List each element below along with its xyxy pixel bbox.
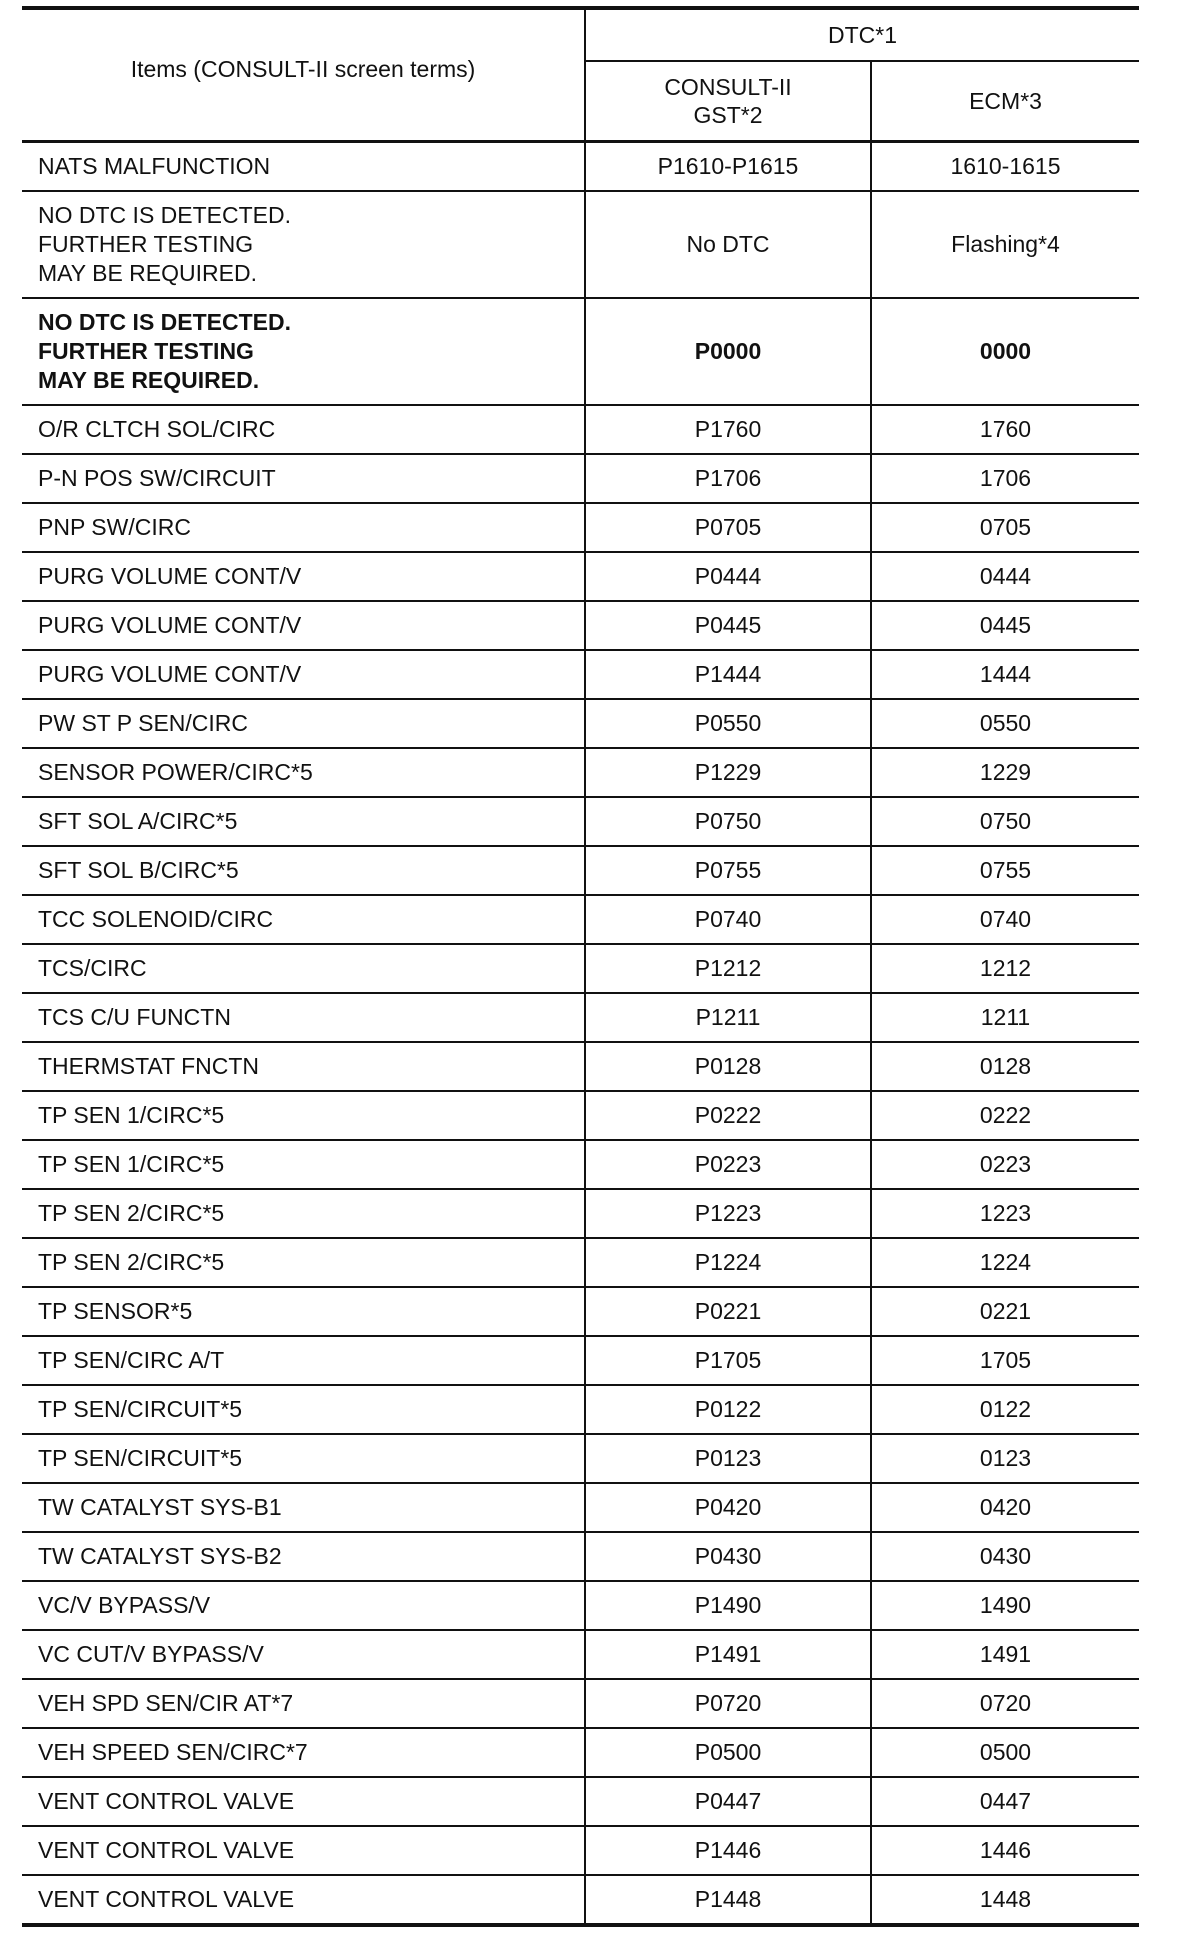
item-cell bbox=[22, 454, 585, 503]
table-row bbox=[22, 1042, 1139, 1091]
consult-gst-code-cell: P0222 bbox=[585, 1091, 871, 1140]
item-text-line: NO DTC IS DETECTED. bbox=[38, 309, 292, 335]
table-row bbox=[22, 191, 1139, 298]
table-row bbox=[22, 1238, 1139, 1287]
item-cell bbox=[22, 1630, 585, 1679]
ecm-code-cell: 0750 bbox=[979, 808, 1032, 834]
dtc-table bbox=[22, 6, 1139, 1927]
ecm-code-cell: 0122 bbox=[979, 1396, 1032, 1422]
item-cell bbox=[22, 503, 585, 552]
consult-gst-code-cell: P1705 bbox=[585, 1336, 871, 1385]
table-row bbox=[22, 552, 1139, 601]
ecm-code-cell: 0500 bbox=[979, 1739, 1032, 1765]
ecm-code-cell: 1706 bbox=[979, 465, 1032, 491]
consult-gst-code-cell: P1211 bbox=[585, 993, 871, 1042]
table-row bbox=[22, 1091, 1139, 1140]
table-row bbox=[22, 1336, 1139, 1385]
item-cell bbox=[22, 191, 585, 298]
ecm-code-cell: 0550 bbox=[979, 710, 1032, 736]
item-text-line: NO DTC IS DETECTED. bbox=[38, 202, 292, 228]
item-text-line: TW CATALYST SYS-B1 bbox=[38, 1494, 282, 1520]
item-cell bbox=[22, 142, 585, 192]
item-cell bbox=[22, 405, 585, 454]
item-cell bbox=[22, 699, 585, 748]
table-row bbox=[22, 1434, 1139, 1483]
ecm-code-cell: 0000 bbox=[979, 338, 1032, 364]
item-text-line: PURG VOLUME CONT/V bbox=[38, 563, 302, 589]
consult-gst-code-cell: P0705 bbox=[585, 503, 871, 552]
ecm-code-cell: 0755 bbox=[979, 857, 1032, 883]
item-text-line: VEH SPD SEN/CIR AT*7 bbox=[38, 1690, 294, 1716]
consult-gst-code-cell: P0550 bbox=[585, 699, 871, 748]
ecm-code-cell: 1224 bbox=[979, 1249, 1032, 1275]
table-row bbox=[22, 142, 1139, 192]
consult-gst-code-cell: P1444 bbox=[585, 650, 871, 699]
consult-gst-code-cell: P0223 bbox=[585, 1140, 871, 1189]
table-row bbox=[22, 1189, 1139, 1238]
item-cell bbox=[22, 1189, 585, 1238]
item-cell bbox=[22, 944, 585, 993]
table-row bbox=[22, 1140, 1139, 1189]
ecm-code-cell: 1491 bbox=[979, 1641, 1032, 1667]
item-text-line: TP SENSOR*5 bbox=[38, 1298, 193, 1324]
consult-gst-code-cell: P1224 bbox=[585, 1238, 871, 1287]
table-row bbox=[22, 1777, 1139, 1826]
item-text-line: TW CATALYST SYS-B2 bbox=[38, 1543, 282, 1569]
item-text-line: THERMSTAT FNCTN bbox=[38, 1053, 260, 1079]
table-row bbox=[22, 846, 1139, 895]
item-text-line: TCS C/U FUNCTN bbox=[38, 1004, 231, 1030]
ecm-code-cell: 0222 bbox=[979, 1102, 1032, 1128]
item-cell bbox=[22, 1532, 585, 1581]
consult-gst-code-cell: P0750 bbox=[585, 797, 871, 846]
item-text-line: P-N POS SW/CIRCUIT bbox=[38, 465, 276, 491]
consult-gst-column-header bbox=[585, 61, 871, 142]
table-row bbox=[22, 298, 1139, 405]
ecm-column-header: ECM*3 bbox=[969, 87, 1042, 114]
ecm-code-cell: 0740 bbox=[979, 906, 1032, 932]
ecm-code-cell: 0720 bbox=[979, 1690, 1032, 1716]
consult-gst-code-cell: P1446 bbox=[585, 1826, 871, 1875]
table-row bbox=[22, 650, 1139, 699]
table-header bbox=[22, 8, 1139, 142]
item-text-line: O/R CLTCH SOL/CIRC bbox=[38, 416, 276, 442]
table-row bbox=[22, 1630, 1139, 1679]
ecm-code-cell: Flashing*4 bbox=[951, 231, 1060, 257]
item-cell bbox=[22, 1434, 585, 1483]
ecm-code-cell: 1223 bbox=[979, 1200, 1032, 1226]
item-cell bbox=[22, 552, 585, 601]
table-row bbox=[22, 405, 1139, 454]
item-cell bbox=[22, 1581, 585, 1630]
item-cell bbox=[22, 993, 585, 1042]
table-row bbox=[22, 1385, 1139, 1434]
item-text-line: PURG VOLUME CONT/V bbox=[38, 661, 302, 687]
item-text-line: TP SEN/CIRCUIT*5 bbox=[38, 1396, 243, 1422]
consult-gst-code-cell: P0720 bbox=[585, 1679, 871, 1728]
item-text-line: NATS MALFUNCTION bbox=[38, 153, 271, 179]
item-cell bbox=[22, 1777, 585, 1826]
table-row bbox=[22, 797, 1139, 846]
item-text-line: SFT SOL B/CIRC*5 bbox=[38, 857, 239, 883]
item-cell bbox=[22, 601, 585, 650]
consult-gst-code-cell: P1760 bbox=[585, 405, 871, 454]
item-cell bbox=[22, 1042, 585, 1091]
consult-gst-code-cell: P0430 bbox=[585, 1532, 871, 1581]
table-row bbox=[22, 944, 1139, 993]
item-cell bbox=[22, 1826, 585, 1875]
item-text-line: VENT CONTROL VALVE bbox=[38, 1788, 295, 1814]
items-column-header: Items (CONSULT-II screen terms) bbox=[22, 8, 585, 142]
table-row bbox=[22, 1287, 1139, 1336]
item-text-line: MAY BE REQUIRED. bbox=[38, 260, 257, 286]
item-cell bbox=[22, 1091, 585, 1140]
item-text-line: TCS/CIRC bbox=[38, 955, 147, 981]
ecm-code-cell: 1212 bbox=[979, 955, 1032, 981]
item-text-line: VC/V BYPASS/V bbox=[38, 1592, 211, 1618]
item-cell bbox=[22, 846, 585, 895]
item-cell bbox=[22, 1679, 585, 1728]
item-cell bbox=[22, 1336, 585, 1385]
ecm-code-cell: 0223 bbox=[979, 1151, 1032, 1177]
table-row bbox=[22, 895, 1139, 944]
consult-gst-code-cell: P0000 bbox=[585, 298, 871, 405]
item-cell bbox=[22, 1140, 585, 1189]
item-cell bbox=[22, 895, 585, 944]
item-cell bbox=[22, 1238, 585, 1287]
item-text-line: FURTHER TESTING bbox=[38, 338, 254, 364]
item-cell bbox=[22, 748, 585, 797]
consult-gst-code-cell: P0122 bbox=[585, 1385, 871, 1434]
ecm-code-cell: 0444 bbox=[979, 563, 1032, 589]
table-row bbox=[22, 1483, 1139, 1532]
item-text-line: TP SEN 1/CIRC*5 bbox=[38, 1102, 225, 1128]
consult-gst-code-cell: No DTC bbox=[585, 191, 871, 298]
consult-gst-code-cell: P1223 bbox=[585, 1189, 871, 1238]
item-cell bbox=[22, 1385, 585, 1434]
table-row bbox=[22, 1581, 1139, 1630]
consult-gst-code-cell: P1448 bbox=[585, 1875, 871, 1925]
consult-gst-code-cell: P1212 bbox=[585, 944, 871, 993]
item-text-line: VENT CONTROL VALVE bbox=[38, 1837, 295, 1863]
table-row bbox=[22, 1679, 1139, 1728]
table-row bbox=[22, 1532, 1139, 1581]
table-row bbox=[22, 748, 1139, 797]
consult-gst-code-cell: P0500 bbox=[585, 1728, 871, 1777]
item-cell bbox=[22, 1287, 585, 1336]
item-text-line: VENT CONTROL VALVE bbox=[38, 1886, 295, 1912]
item-text-line: PURG VOLUME CONT/V bbox=[38, 612, 302, 638]
item-text-line: FURTHER TESTING bbox=[38, 231, 254, 257]
consult-gst-code-cell: P0447 bbox=[585, 1777, 871, 1826]
consult-gst-code-cell: P1491 bbox=[585, 1630, 871, 1679]
item-text-line: TP SEN 1/CIRC*5 bbox=[38, 1151, 225, 1177]
item-cell bbox=[22, 1728, 585, 1777]
ecm-code-cell: 0447 bbox=[979, 1788, 1032, 1814]
ecm-code-cell: 0221 bbox=[979, 1298, 1032, 1324]
item-text-line: VC CUT/V BYPASS/V bbox=[38, 1641, 264, 1667]
table-row bbox=[22, 1826, 1139, 1875]
consult-gst-code-cell: P1490 bbox=[585, 1581, 871, 1630]
consult-header-line2: GST*2 bbox=[693, 102, 763, 128]
item-cell bbox=[22, 298, 585, 405]
consult-gst-code-cell: P1706 bbox=[585, 454, 871, 503]
item-text-line: VEH SPEED SEN/CIRC*7 bbox=[38, 1739, 308, 1765]
ecm-code-cell: 1610-1615 bbox=[950, 153, 1061, 179]
consult-gst-code-cell: P0123 bbox=[585, 1434, 871, 1483]
consult-header-line1: CONSULT-II bbox=[664, 74, 792, 100]
ecm-code-cell: 0420 bbox=[979, 1494, 1032, 1520]
dtc-column-header: DTC*1 bbox=[585, 8, 1139, 61]
table-row bbox=[22, 454, 1139, 503]
table-body bbox=[22, 142, 1139, 1926]
ecm-code-cell: 0128 bbox=[979, 1053, 1032, 1079]
item-text-line: TP SEN/CIRCUIT*5 bbox=[38, 1445, 243, 1471]
ecm-code-cell: 1444 bbox=[979, 661, 1032, 687]
ecm-code-cell: 1760 bbox=[979, 416, 1032, 442]
ecm-code-cell: 0445 bbox=[979, 612, 1032, 638]
consult-gst-code-cell: P0755 bbox=[585, 846, 871, 895]
consult-gst-code-cell: P1229 bbox=[585, 748, 871, 797]
item-text-line: PNP SW/CIRC bbox=[38, 514, 191, 540]
table-row bbox=[22, 699, 1139, 748]
item-text-line: TP SEN/CIRC A/T bbox=[38, 1347, 225, 1373]
item-text-line: TP SEN 2/CIRC*5 bbox=[38, 1200, 225, 1226]
consult-gst-code-cell: P0445 bbox=[585, 601, 871, 650]
table-row bbox=[22, 503, 1139, 552]
ecm-code-cell: 1229 bbox=[979, 759, 1032, 785]
table-row bbox=[22, 993, 1139, 1042]
item-text-line: SENSOR POWER/CIRC*5 bbox=[38, 759, 313, 785]
ecm-code-cell: 0123 bbox=[979, 1445, 1032, 1471]
consult-gst-code-cell: P1610-P1615 bbox=[585, 142, 871, 192]
table-row bbox=[22, 1875, 1139, 1925]
table-row bbox=[22, 1728, 1139, 1777]
item-text-line: SFT SOL A/CIRC*5 bbox=[38, 808, 238, 834]
item-text-line: MAY BE REQUIRED. bbox=[38, 367, 260, 393]
item-text-line: TCC SOLENOID/CIRC bbox=[38, 906, 274, 932]
item-text-line: PW ST P SEN/CIRC bbox=[38, 710, 249, 736]
table-row bbox=[22, 601, 1139, 650]
item-cell bbox=[22, 1483, 585, 1532]
consult-gst-code-cell: P0420 bbox=[585, 1483, 871, 1532]
consult-gst-code-cell: P0128 bbox=[585, 1042, 871, 1091]
ecm-code-cell: 1211 bbox=[980, 1004, 1031, 1030]
item-text-line: TP SEN 2/CIRC*5 bbox=[38, 1249, 225, 1275]
ecm-code-cell: 0705 bbox=[979, 514, 1032, 540]
ecm-code-cell: 1446 bbox=[979, 1837, 1032, 1863]
item-cell bbox=[22, 650, 585, 699]
ecm-code-cell: 1490 bbox=[979, 1592, 1032, 1618]
ecm-code-cell: 1448 bbox=[979, 1886, 1032, 1912]
consult-gst-code-cell: P0740 bbox=[585, 895, 871, 944]
consult-gst-code-cell: P0221 bbox=[585, 1287, 871, 1336]
consult-gst-code-cell: P0444 bbox=[585, 552, 871, 601]
ecm-code-cell: 0430 bbox=[979, 1543, 1032, 1569]
ecm-code-cell: 1705 bbox=[979, 1347, 1032, 1373]
item-cell bbox=[22, 797, 585, 846]
item-cell bbox=[22, 1875, 585, 1925]
